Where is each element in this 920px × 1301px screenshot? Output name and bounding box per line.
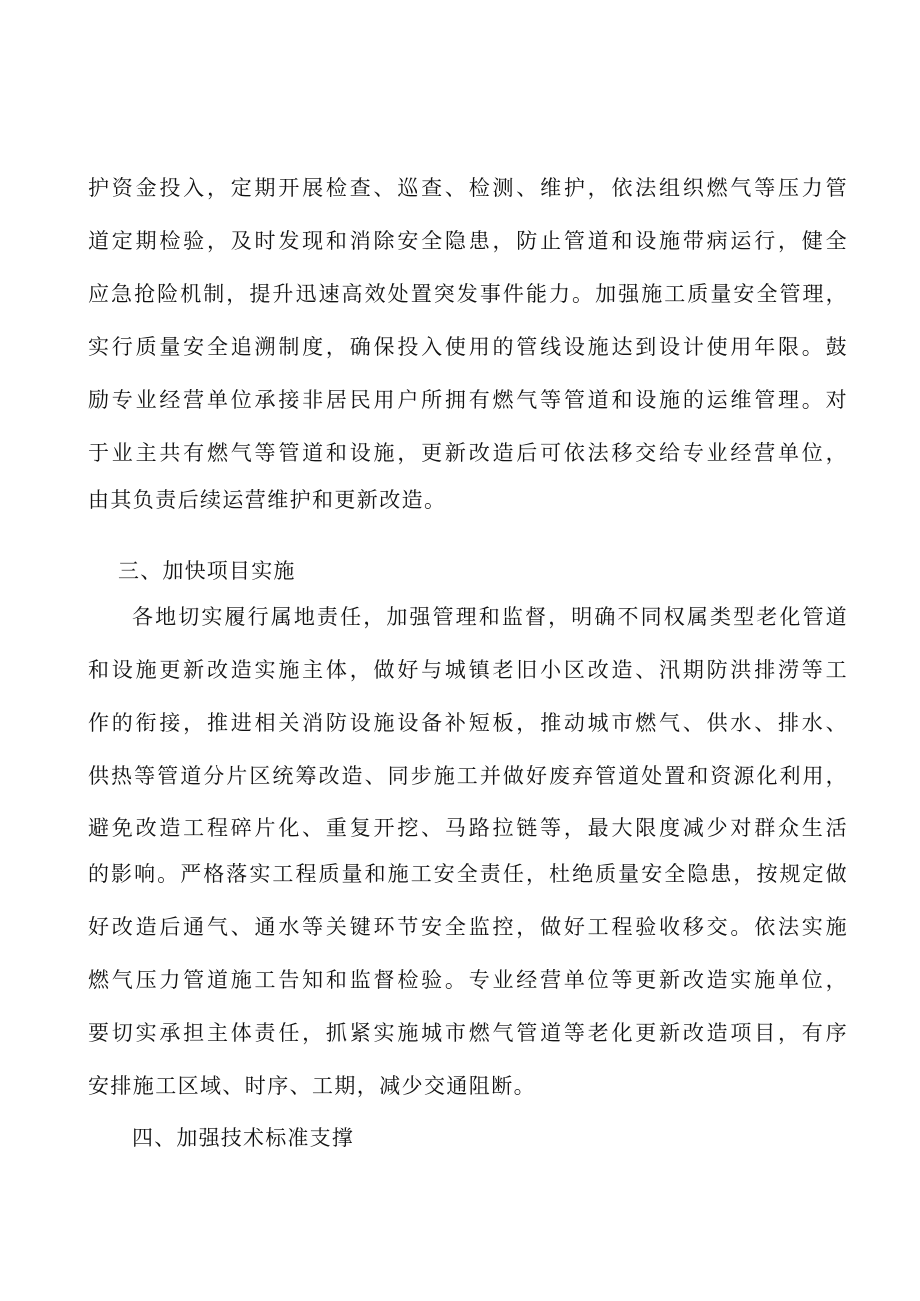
paragraph-line: 和设施更新改造实施主体，做好与城镇老旧小区改造、汛期防洪排涝等工	[88, 658, 848, 682]
paragraph-line-last: 安排施工区域、时序、工期，减少交通阻断。	[88, 1074, 536, 1098]
section-heading-4: 四、加强技术标准支撑	[132, 1126, 354, 1150]
paragraph-line: 作的衔接，推进相关消防设施设备补短板，推动城市燃气、供水、排水、	[88, 711, 848, 735]
paragraph-line: 应急抢险机制，提升迅速高效处置突发事件能力。加强施工质量安全管理，	[88, 282, 848, 306]
paragraph-line-first: 各地切实履行属地责任，加强管理和监督，明确不同权属类型老化管道	[132, 605, 848, 629]
paragraph-line: 的影响。严格落实工程质量和施工安全责任，杜绝质量安全隐患，按规定做	[88, 862, 848, 886]
paragraph-line: 供热等管道分片区统筹改造、同步施工并做好废弃管道处置和资源化利用，	[88, 764, 848, 788]
paragraph-line: 道定期检验，及时发现和消除安全隐患，防止管道和设施带病运行，健全	[88, 229, 848, 253]
section-heading-3: 三、加快项目实施	[118, 559, 296, 583]
paragraph-line-last: 由其负责后续运营维护和更新改造。	[88, 488, 447, 512]
paragraph-line: 实行质量安全追溯制度，确保投入使用的管线设施达到设计使用年限。鼓	[88, 335, 848, 359]
paragraph-line: 避免改造工程碎片化、重复开挖、马路拉链等，最大限度减少对群众生活	[88, 816, 848, 840]
paragraph-line: 于业主共有燃气等管道和设施，更新改造后可依法移交给专业经营单位，	[88, 441, 848, 465]
paragraph-line: 护资金投入，定期开展检查、巡查、检测、维护，依法组织燃气等压力管	[88, 176, 848, 200]
paragraph-line: 好改造后通气、通水等关键环节安全监控，做好工程验收移交。依法实施	[88, 915, 848, 939]
paragraph-line: 燃气压力管道施工告知和监督检验。专业经营单位等更新改造实施单位，	[88, 968, 848, 992]
paragraph-line: 励专业经营单位承接非居民用户所拥有燃气等管道和设施的运维管理。对	[88, 388, 848, 412]
paragraph-line: 要切实承担主体责任，抓紧实施城市燃气管道等老化更新改造项目，有序	[88, 1021, 848, 1045]
